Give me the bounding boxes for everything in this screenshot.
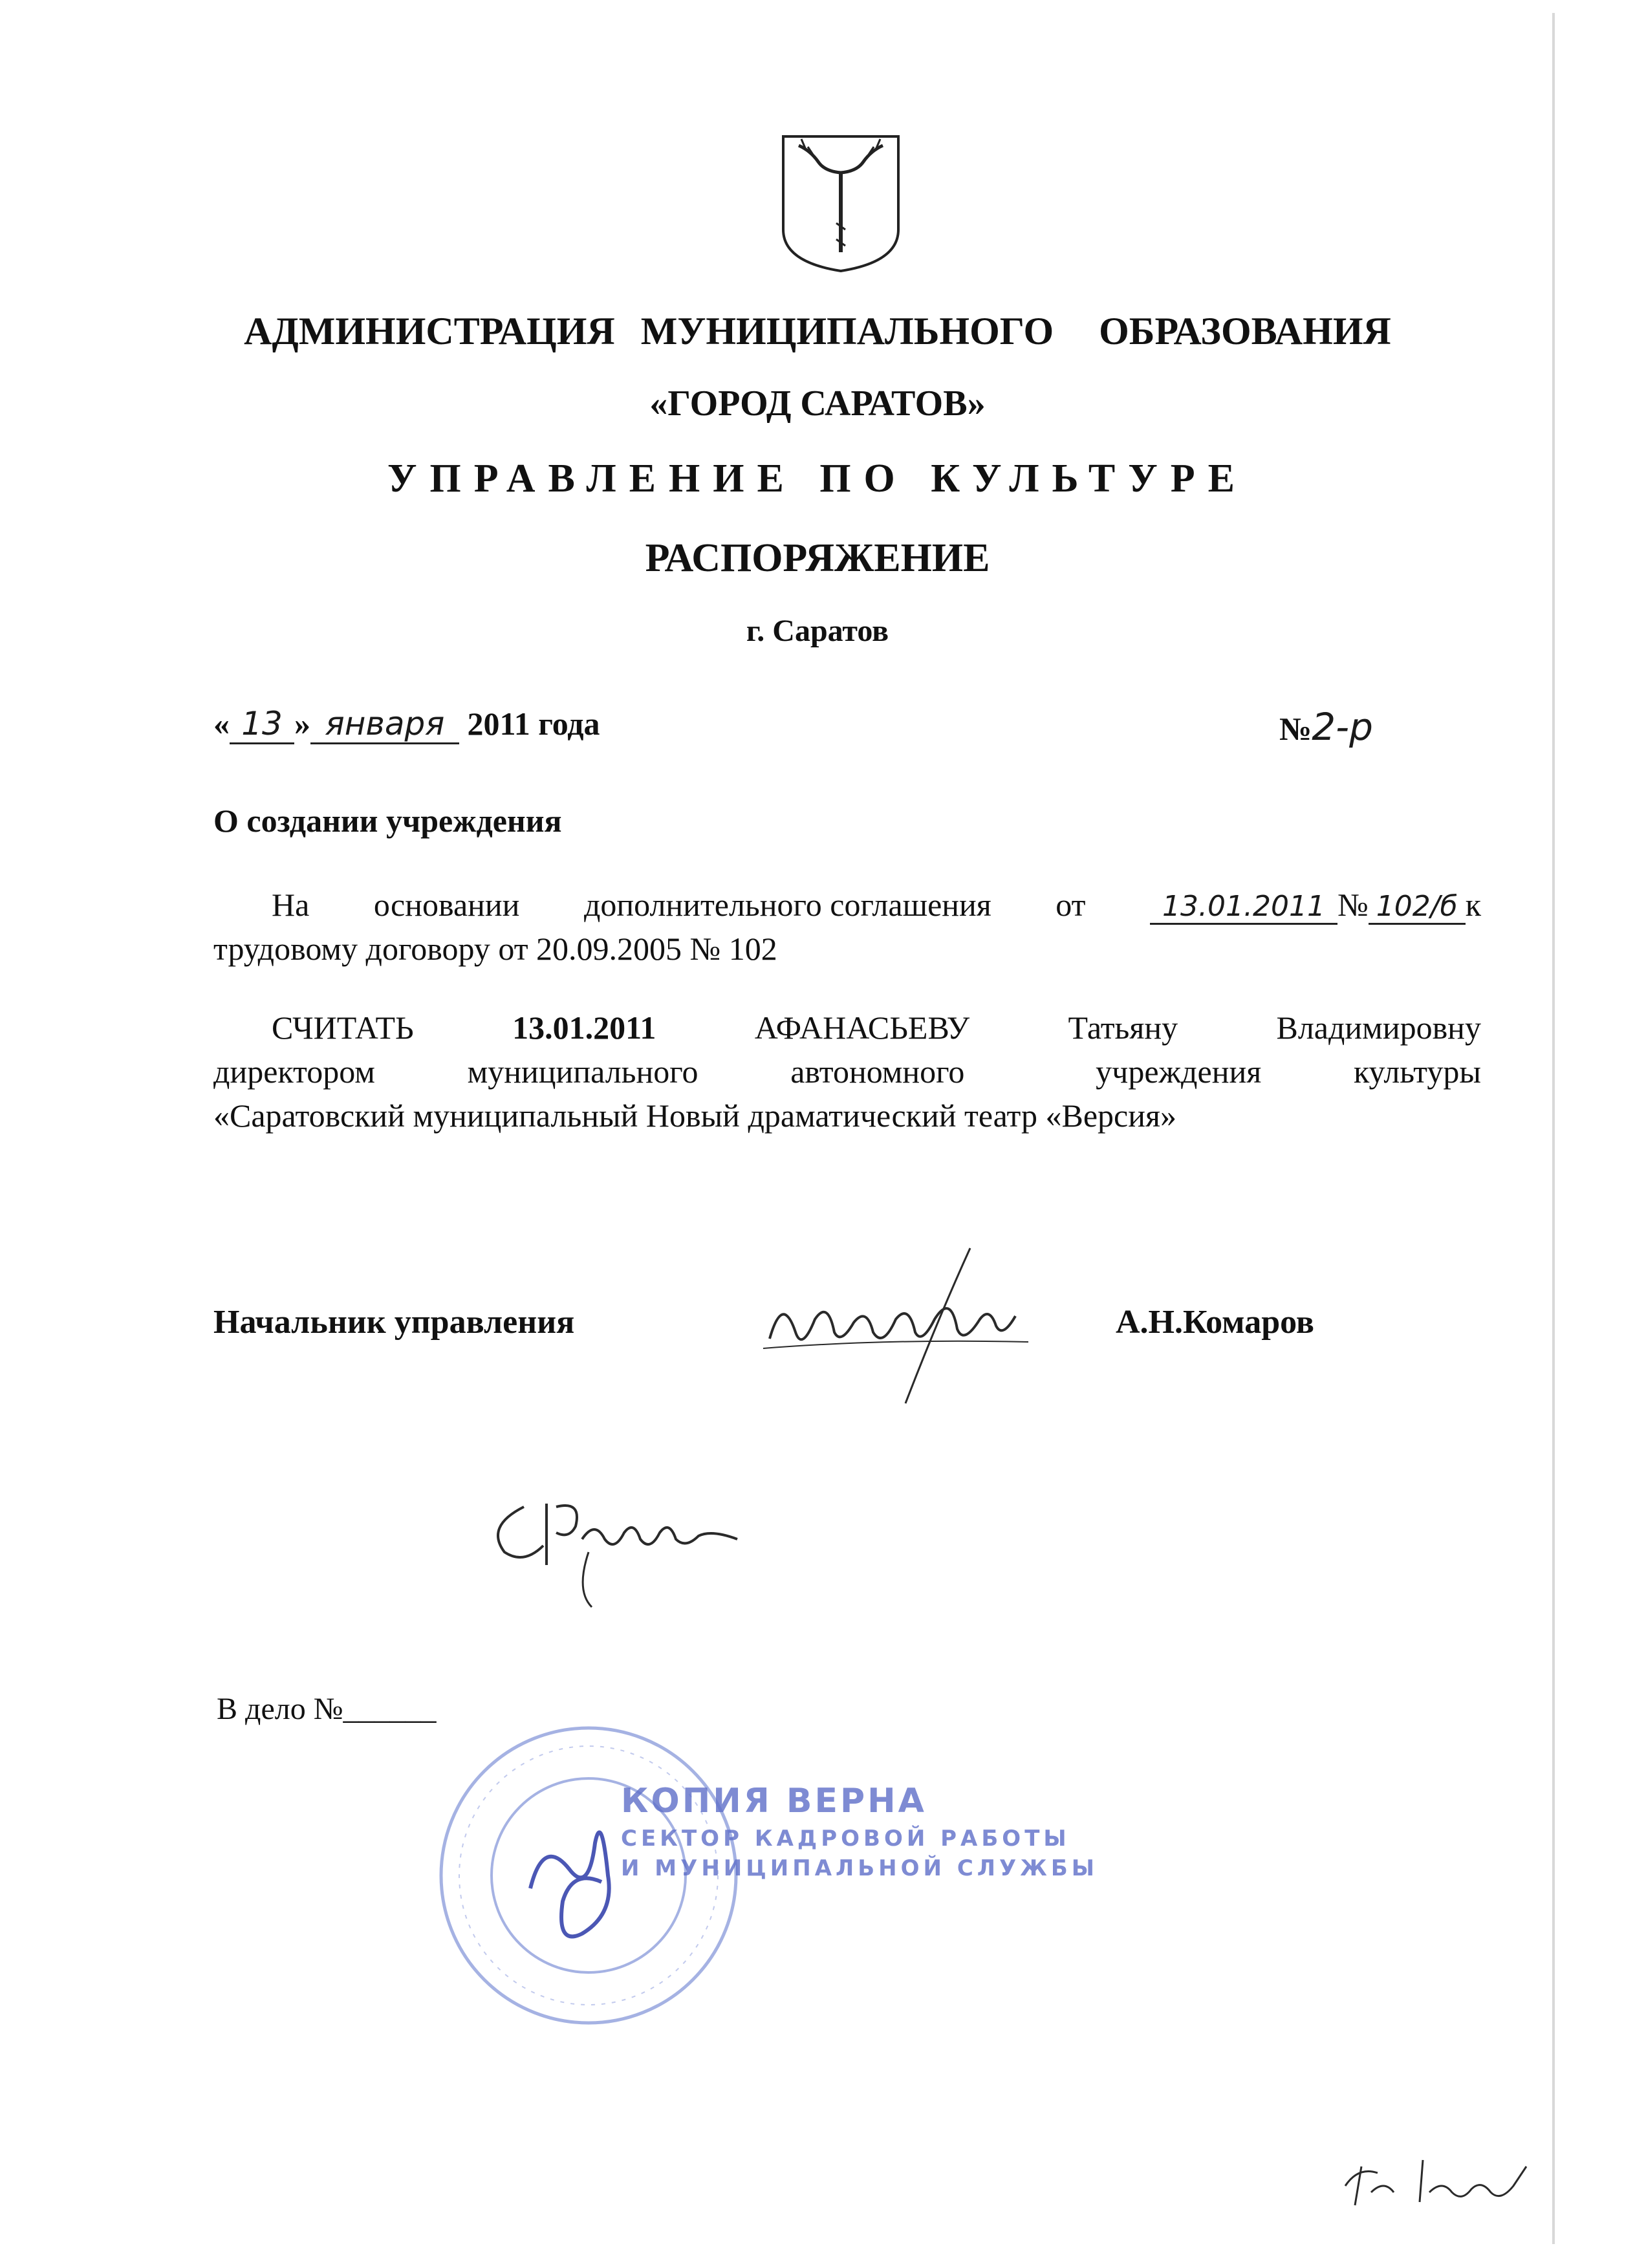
quote-close: »	[294, 706, 310, 742]
word: На	[272, 887, 310, 923]
agreement-number: 102/б	[1369, 890, 1466, 925]
number-prefix: №	[1337, 887, 1369, 923]
word: культуры	[1353, 1053, 1481, 1090]
word: основании	[373, 887, 520, 923]
word: автономного	[790, 1053, 965, 1090]
city-organization: «ГОРОД САРАТОВ»	[649, 383, 986, 424]
word: директором	[213, 1053, 375, 1090]
director-signature-icon	[757, 1242, 1067, 1410]
date-day: 13	[230, 705, 294, 744]
title-word: МУНИЦИПАЛЬНОГО	[640, 310, 1054, 352]
word: муниципального	[467, 1053, 698, 1090]
coat-of-arms-icon	[779, 133, 902, 275]
word: дополнительного соглашения	[583, 887, 991, 923]
date-month: января	[310, 705, 459, 744]
word: АФАНАСЬЕВУ	[754, 1010, 970, 1046]
subject-line: О создании учреждения	[213, 803, 562, 839]
stamp-line: И МУНИЦИПАЛЬНОЙ СЛУЖБЫ	[621, 1855, 1098, 1881]
document-type: РАСПОРЯЖЕНИЕ	[645, 536, 990, 580]
document-number	[1279, 705, 1373, 749]
institution-name: «Саратовский муниципальный Новый драматический театр «Версия»	[213, 1097, 1176, 1134]
word: Татьяну	[1068, 1010, 1178, 1046]
stamp-line: СЕКТОР КАДРОВОЙ РАБОТЫ	[621, 1826, 1070, 1852]
word: Владимировну	[1276, 1010, 1481, 1046]
second-signature-icon	[479, 1468, 763, 1617]
filing-reference: В дело №______	[217, 1692, 437, 1726]
title-word: АДМИНИСТРАЦИЯ	[244, 310, 615, 352]
agreement-date: 13.01.2011	[1150, 890, 1337, 925]
paragraph-basis	[213, 886, 1481, 974]
word: учреждения	[1096, 1053, 1262, 1090]
document-date	[213, 705, 600, 744]
title-word: ОБРАЗОВАНИЯ	[1099, 310, 1391, 352]
signer-name: А.Н.Комаров	[1116, 1304, 1314, 1341]
contract-reference: трудовому договору от 20.09.2005 № 102	[213, 931, 777, 967]
initials-signature-icon	[1332, 2141, 1552, 2218]
signer-position: Начальник управления	[213, 1304, 575, 1341]
order-date: 13.01.2011	[512, 1010, 656, 1046]
word: к	[1465, 887, 1481, 923]
date-year: 2011 года	[467, 706, 600, 742]
number-prefix: №	[1279, 711, 1312, 747]
department-title: УПРАВЛЕНИЕ ПО КУЛЬТУРЕ	[387, 457, 1248, 501]
stamp-title: КОПИЯ ВЕРНА	[621, 1782, 927, 1820]
number-value: 2-р	[1312, 705, 1373, 749]
word: СЧИТАТЬ	[272, 1010, 414, 1046]
place: г. Саратов	[746, 614, 889, 648]
administration-title	[0, 309, 1635, 354]
copy-certified-stamp	[621, 1782, 1098, 1881]
word: от	[1056, 887, 1086, 923]
paragraph-order	[213, 1009, 1481, 1141]
quote-open: «	[213, 706, 230, 742]
